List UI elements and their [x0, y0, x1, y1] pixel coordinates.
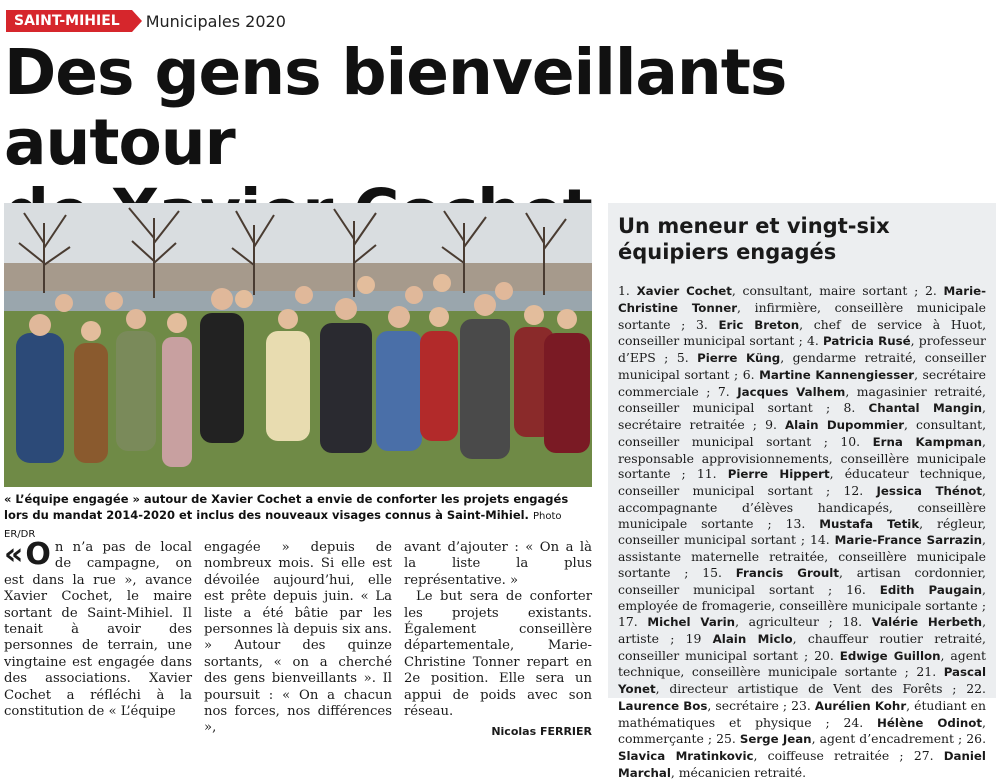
section-label: Municipales 2020	[145, 11, 286, 31]
candidate-number: 22.	[966, 681, 986, 696]
candidate-name: Martine Kannengiesser	[759, 367, 915, 382]
candidate-number: 18.	[842, 614, 872, 629]
candidate-name: Jacques Valhem	[737, 384, 846, 399]
article-column-1	[4, 537, 192, 720]
candidate-number: 13.	[785, 515, 820, 531]
candidate-role: , employée de fromagerie, conseillère municipale sortante ;	[618, 581, 986, 614]
candidate-role: , consultant, maire sortant ;	[731, 283, 925, 298]
photo-caption	[4, 491, 592, 543]
candidate-number: 12.	[843, 483, 877, 498]
candidate-role: , secrétaire commerciale ;	[618, 366, 987, 399]
candidate-name: Alain Miclo	[712, 631, 793, 646]
candidate-name: Alain Dupommier	[785, 418, 905, 432]
candidate-role: , artisan cordonnier, conseiller municipal sortant ;	[618, 564, 986, 597]
candidate-number: 23.	[791, 697, 815, 713]
candidate-role: , mécanicien retraité.	[670, 764, 807, 780]
group-photo	[4, 203, 592, 487]
candidate-name: Marie-France Sarrazin	[834, 533, 983, 548]
candidate-list	[618, 283, 986, 782]
candidate-number: 15.	[702, 564, 736, 580]
candidate-name: Edith Paugain	[879, 582, 983, 597]
candidate-number: 19	[685, 630, 713, 646]
candidate-name: Michel Varin	[647, 615, 736, 629]
candidate-role: , secrétaire retraitée ;	[618, 400, 986, 432]
candidate-role: , professeur d’EPS ;	[618, 333, 986, 365]
candidate-role: , consultant, conseiller municipal sortant ;	[618, 417, 987, 449]
kicker	[6, 10, 286, 32]
candidate-list-box	[608, 203, 996, 780]
candidate-role: , directeur artistique de Vent des Forêts ;	[655, 681, 967, 696]
candidate-number: 20.	[814, 647, 840, 663]
candidate-name: Francis Groult	[735, 565, 839, 580]
candidate-number: 27.	[913, 748, 944, 763]
candidate-number: 16.	[846, 581, 880, 597]
opening-quote: «	[4, 537, 24, 572]
candidate-role: , accompagnante d’élèves handicapés, conseillère municipale sortante ;	[618, 483, 986, 531]
article-column-3-para-2: Le but sera de conforter les projets existants. Également conseillère départementale, Marie-Christine Tonner repart en 2e position. Elle sera un appui de poids avec son réseau.	[404, 589, 592, 720]
sidebar-title-line-1: Un meneur et vingt-six	[618, 214, 890, 238]
candidate-entry	[716, 731, 966, 746]
candidate-name: Daniel Marchal	[618, 749, 986, 780]
candidate-name: Pascal Yonet	[618, 665, 986, 696]
candidate-number: 26.	[966, 731, 987, 747]
candidate-name: Pierre Hippert	[727, 467, 830, 482]
candidate-number: 11.	[696, 466, 728, 482]
candidate-name: Serge Jean	[739, 732, 812, 747]
candidate-role: , infirmière, conseillère municipale sortante ;	[618, 299, 986, 332]
candidate-role: , régleur, conseiller municipal sortant ;	[618, 515, 987, 548]
candidate-role: , éducateur technique, conseiller municipal sortant ;	[618, 466, 986, 498]
candidate-name: Pierre Küng	[697, 351, 781, 365]
candidate-number: 8.	[843, 400, 869, 416]
candidate-name: Mustafa Tetik	[819, 516, 920, 531]
candidate-name: Chantal Mangin	[868, 401, 983, 416]
sidebar-title	[618, 213, 986, 265]
candidate-number: 7.	[717, 383, 738, 399]
candidate-name: Jessica Thénot	[876, 484, 983, 498]
candidate-role: , gendarme retraité, conseiller municipal sortant ;	[618, 350, 987, 382]
candidate-role: , étudiant en mathématiques et physique ;	[618, 697, 986, 730]
drop-cap: O	[25, 537, 51, 572]
candidate-name: Marie-Christine Tonner	[618, 284, 987, 315]
candidate-name: Eric Breton	[718, 317, 800, 332]
location-tag: SAINT-MIHIEL	[6, 10, 132, 32]
candidate-number: 6.	[742, 366, 760, 382]
candidate-role: , secrétaire ;	[707, 697, 792, 713]
candidate-role: , agriculteur ;	[735, 614, 843, 629]
candidate-name: Edwige Guillon	[839, 648, 941, 663]
candidate-number: 10.	[840, 433, 873, 449]
candidate-entry	[618, 283, 925, 298]
candidate-name: Patricia Rusé	[823, 334, 911, 349]
candidate-role: , magasinier retraité, conseiller municipal sortant ;	[618, 383, 986, 416]
candidate-role: , agent technique, conseillère municipale sortante ;	[618, 647, 986, 680]
article-body	[4, 537, 592, 739]
article-column-3-para-1: avant d’ajouter : « On a là la liste la plus représentative. »	[404, 540, 592, 588]
candidate-role: , assistante maternelle retraitée, conseillère municipale sortante ;	[618, 532, 986, 580]
candidate-name: Hélène Odinot	[877, 715, 983, 730]
candidate-number: 21.	[916, 664, 944, 680]
candidate-entry	[618, 614, 842, 629]
candidate-number: 24.	[843, 714, 878, 730]
candidate-role: , commerçante ;	[618, 714, 986, 747]
candidate-name: Laurence Bos	[618, 698, 708, 713]
candidate-role: , agent d’encadrement ;	[811, 731, 967, 747]
photo-credit: Photo ER/DR	[4, 511, 562, 540]
candidate-name: Erna Kampman	[872, 434, 983, 449]
candidate-number: 25.	[716, 731, 740, 747]
candidate-role: , coiffeuse retraitée ;	[753, 748, 914, 763]
group-photo-illustration	[4, 203, 592, 487]
candidate-name: Valérie Herbeth	[871, 615, 983, 629]
candidate-name: Slavica Mratinkovic	[618, 749, 754, 763]
candidate-number: 5.	[676, 350, 698, 365]
candidate-number: 14.	[810, 532, 835, 548]
candidate-number: 9.	[765, 417, 785, 432]
article-column-3	[404, 540, 592, 739]
candidate-name: Xavier Cochet	[636, 284, 732, 298]
article-column-1-text: n n’a pas de local de campagne, on est dans la rue », avance Xavier Cochet, le maire sortant de Saint-Mihiel. Il tenait à avoir des personnes de terrain, une vingtaine est engagée dans des associations. Xavier Cochet a réfléchi à la constitution de « L’équipe	[4, 540, 192, 720]
candidate-role: , artiste ;	[618, 614, 987, 646]
candidate-number: 2.	[924, 283, 944, 298]
sidebar-title-line-2: équipiers engagés	[618, 240, 837, 264]
candidate-role: , chauffeur routier retraité, conseiller municipal sortant ;	[618, 630, 986, 663]
candidate-number: 4.	[807, 333, 824, 349]
article-column-2	[204, 540, 392, 736]
candidate-role: , chef de service à Huot, conseiller municipal sortant ;	[618, 316, 987, 349]
candidate-number: 3.	[695, 316, 719, 332]
headline-line-1: Des gens bienveillants autour	[4, 36, 787, 179]
author-byline: Nicolas FERRIER	[491, 725, 592, 739]
candidate-number: 17.	[618, 614, 648, 629]
candidate-name: Aurélien Kohr	[814, 698, 907, 713]
caption-text: « L’équipe engagée » autour de Xavier Cochet a envie de conforter les projets engagés lors du mandat 2014-2020 et inclus des nouveaux visages connus à Saint-Mihiel.	[4, 492, 569, 522]
candidate-number: 1.	[618, 283, 637, 298]
candidate-role: , responsable approvisionnements, conseillère municipale sortante ;	[618, 433, 986, 482]
article-column-2-text: engagée » depuis de nombreux mois. Si elle est dévoilée aujourd’hui, elle est prête depuis juin. « La liste a été bâtie par les personnes là depuis six ans. » Autour des quinze sortants, « on a cherché des gens bienveillants ». Il poursuit : « On a chacun nos forces, nos différences »,	[204, 540, 392, 736]
